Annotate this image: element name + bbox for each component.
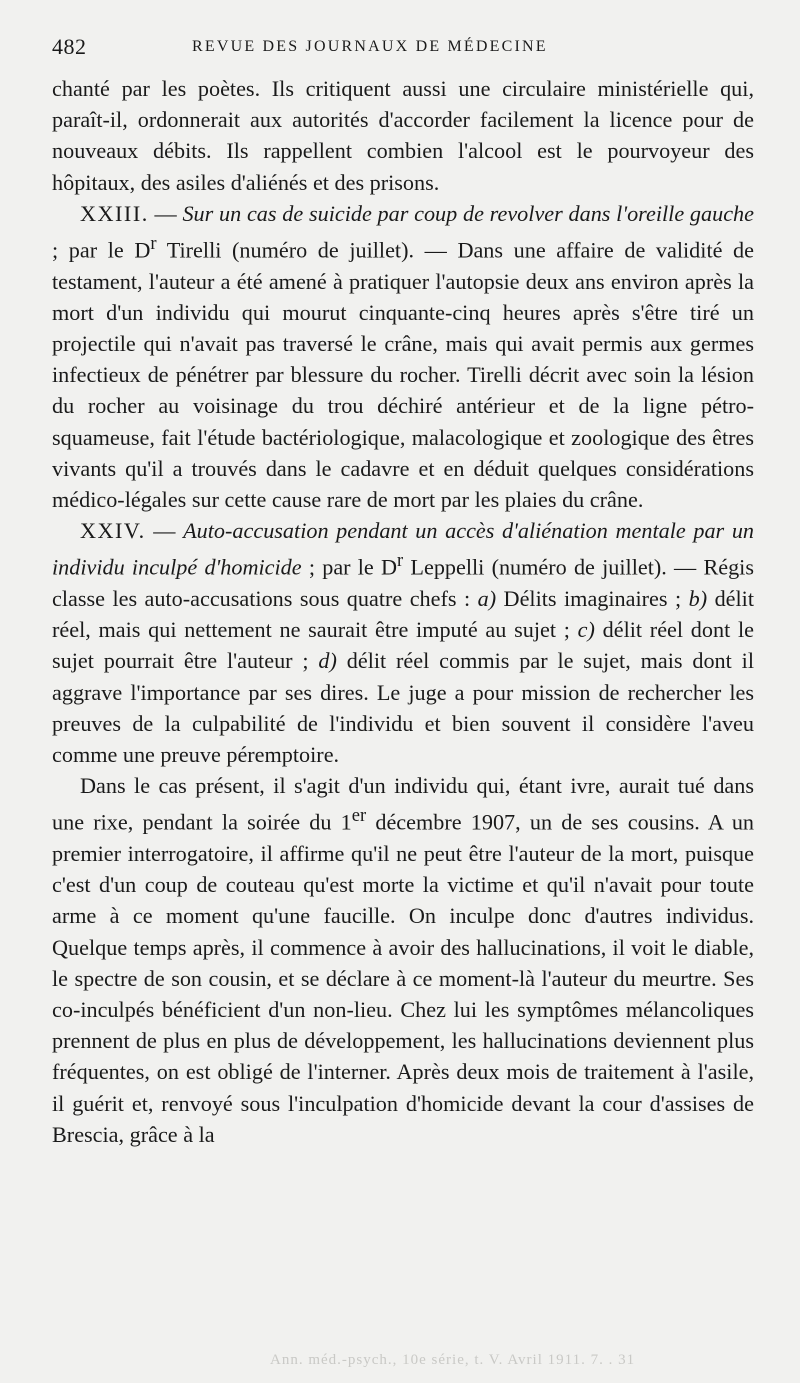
section-text: Régis classe les auto-accusations sous quatre chefs : [52,554,754,612]
list-marker-d: d) [318,648,337,674]
section-xxiii [52,198,754,515]
author-prefix: ; par le D [301,554,398,580]
section-dash: — [145,518,184,544]
article-title: Auto-accusation pendant un accès d'aliénation mentale par un individu inculpé d'homicide [52,518,755,580]
paragraph-case [52,770,754,1150]
paragraph-continuation: chanté par les poètes. Ils critiquent aussi une circulaire ministérielle qui, paraît-il, ordonnerait aux autorités d'accorder facilement la licence pour de nouveaux débits. Ils rappellent combien l'alcool est le pourvoyeur des hôpitaux, des asiles d'aliénés et des prisons. [52,76,754,195]
paragraph-text: Dans le cas présent, il s'agit d'un individu qui, étant ivre, aurait tué dans une rixe, pendant la soirée du 1 [52,773,754,835]
list-text-b: délit réel, mais qui nettement ne saurait être imputé au sujet ; [52,586,755,643]
article-title: Sur un cas de suicide par coup de revolver dans l'oreille gauche [182,200,755,226]
author-title-sup: r [150,234,157,255]
author-title-sup: r [397,551,404,572]
author-name: Leppelli (numéro de juillet). — [403,554,704,580]
page-header [52,34,752,64]
ordinal-sup: er [351,806,367,827]
list-text-a: Délits imaginaires ; [496,586,689,612]
running-title: REVUE DES JOURNAUX DE MÉDECINE [192,38,548,55]
author-prefix: ; par le D [52,237,151,263]
body-text [52,73,754,1150]
section-text: Dans une affaire de validité de testament, l'auteur a été amené à pratiquer l'autopsie deux ans environ après la mort d'un individu qui mourut cinquante-cinq heures après s'être tiré un projectile qui n'avait pas traversé le crâne, mais qui avait permis aux germes infectieux de pénétrer par blessure du rocher. Tirelli décrit avec soin la lésion du rocher au voisinage du trou déchiré antérieur et de la ligne pétro-squameuse, fait l'étude bactériologique, malacologique et zoologique des êtres vivants qu'il a trouvés dans le cadavre et en déduit quelques considérations médico-légales sur cette cause rare de mort par les plaies du crâne. [52,237,754,513]
page-number: 482 [52,34,87,59]
section-xxiv [52,515,754,770]
section-number: XXIV. [80,518,146,544]
list-marker-b: b) [688,586,708,612]
section-dash: — [148,200,183,226]
list-text-c: délit réel dont le sujet pourrait être l'auteur ; [52,617,754,674]
bleed-through-footer: Ann. méd.-psych., 10e série, t. V. Avril 1911. 7. . 31 [270,1352,636,1368]
section-number: XXIII. [80,200,149,226]
list-marker-a: a) [477,586,497,612]
paragraph-text-cont: décembre 1907, un de ses cousins. A un premier interrogatoire, il affirme qu'il ne peut être l'auteur de la mort, puisque c'est d'un coup de couteau qu'est morte la victime et qu'il n'avait pour toute arme à ce moment qu'une faucille. On inculpe donc d'autres individus. Quelque temps après, il commence à avoir des hallucinations, il voit le diable, le spectre de son cousin, et se déclare à ce moment-là l'auteur du meurtre. Ses co-inculpés bénéficient d'un non-lieu. Chez lui les symptômes mélancoliques prennent de plus en plus de développement, les hallucinations deviennent plus fréquentes, on est obligé de l'interner. Après deux mois de traitement à l'asile, il guérit et, renvoyé sous l'inculpation d'homicide devant la cour d'assises de Brescia, grâce à la [52,809,755,1147]
list-text-d: délit réel commis par le sujet, mais dont il aggrave l'importance par ses dires. Le juge a pour mission de rechercher les preuves de la culpabilité de l'individu et bien souvent il considère l'aveu comme une preuve péremptoire. [52,648,754,768]
author-name: Tirelli (numéro de juillet). — [156,237,458,263]
list-marker-c: c) [577,617,595,643]
